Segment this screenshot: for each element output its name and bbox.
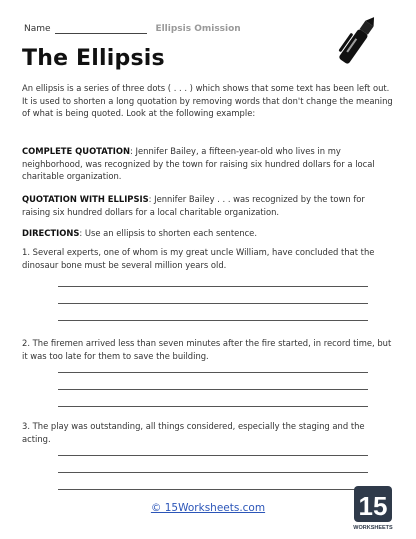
name-line[interactable] (55, 24, 147, 34)
directions-label: DIRECTIONS (22, 228, 80, 238)
complete-quotation (22, 145, 394, 183)
question-number: 2. (22, 338, 30, 348)
directions-text: : Use an ellipsis to shorten each sentence. (79, 228, 257, 238)
question-text: Several experts, one of whom is my great uncle William, have concluded that the dinosaur bone must be several million years old. (22, 247, 375, 270)
page-title: The Ellipsis (22, 46, 165, 71)
question-2 (22, 337, 394, 362)
question-3 (22, 420, 394, 445)
answer-line[interactable] (58, 303, 368, 304)
logo-word: WORKSHEETS (353, 525, 393, 531)
worksheet-subject: Ellipsis Omission (155, 24, 241, 34)
directions (22, 227, 394, 240)
intro-paragraph: An ellipsis is a series of three dots ( . . . ) which shows that some text has been left out. It is used to shorten a long quotation by removing words that don't change the meaning of what is being quoted. Look at the following example: (22, 83, 393, 119)
question-number: 1. (22, 247, 30, 257)
worksheets-logo (350, 484, 396, 532)
ellipsis-quotation-text: : Jennifer Bailey . . . was recognized by the town for raising six hundred dollars for a local charitable organization. (22, 194, 365, 217)
name-label: Name (24, 24, 51, 34)
copyright-link[interactable]: © 15Worksheets.com (150, 502, 266, 514)
complete-quotation-text: : Jennifer Bailey, a fifteen-year-old who lives in my neighborhood, was recognized by the town for raising six hundred dollars for a local charitable organization. (22, 146, 375, 182)
question-number: 3. (22, 421, 30, 431)
logo-number: 15 (358, 491, 388, 521)
complete-quotation-label: COMPLETE QUOTATION (22, 146, 131, 156)
question-text: The firemen arrived less than seven minutes after the fire started, in record time, but it was too late for them to save the building. (22, 338, 392, 361)
question-text: The play was outstanding, all things considered, especially the staging and the acting. (22, 421, 365, 444)
ellipsis-quotation (22, 193, 394, 218)
question-1 (22, 246, 394, 271)
answer-line[interactable] (58, 372, 368, 373)
pen-icon (328, 10, 388, 70)
worksheet-header (24, 24, 241, 34)
answer-line[interactable] (58, 472, 368, 473)
answer-line[interactable] (58, 489, 368, 490)
answer-line[interactable] (58, 406, 368, 407)
answer-line[interactable] (58, 389, 368, 390)
answer-line[interactable] (58, 286, 368, 287)
answer-line[interactable] (58, 320, 368, 321)
ellipsis-quotation-label: QUOTATION WITH ELLIPSIS (22, 194, 149, 204)
answer-line[interactable] (58, 455, 368, 456)
